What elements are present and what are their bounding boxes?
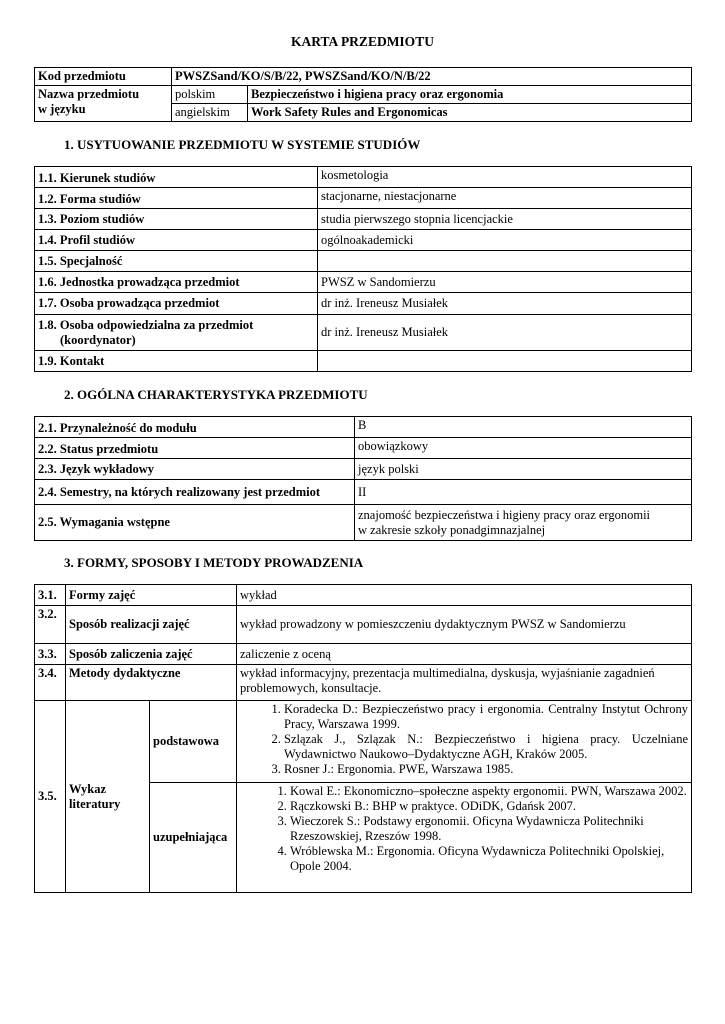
row-label: Metody dydaktyczne	[66, 665, 237, 701]
row-label-line2: (koordynator)	[60, 332, 136, 347]
row-value	[355, 505, 692, 541]
row-label: 1.9. Kontakt	[35, 351, 318, 372]
row-value: PWSZ w Sandomierzu	[318, 272, 692, 293]
row-num: 3.2.	[35, 606, 66, 644]
row-value: obowiązkowy	[355, 438, 692, 459]
literature-item: 4. Wróblewska M.: Ergonomia. Oficyna Wydawnicza Politechniki Opolskiej, Opole 2004.	[290, 844, 688, 874]
row-value: wykład	[237, 585, 692, 606]
literature-label-line1: Wykaz	[69, 781, 107, 796]
row-value: ogólnoakademicki	[318, 230, 692, 251]
name-pl: Bezpieczeństwo i higiena pracy oraz ergonomia	[248, 86, 692, 104]
row-label: 2.5. Wymagania wstępne	[35, 505, 355, 541]
row-label: 2.3. Język wykładowy	[35, 459, 355, 480]
row-value: studia pierwszego stopnia licencjackie	[318, 209, 692, 230]
row-label: Formy zajęć	[66, 585, 237, 606]
literature-supp-label: uzupełniająca	[150, 783, 237, 893]
row-label: 2.2. Status przedmiotu	[35, 438, 355, 459]
lang-pl: polskim	[172, 86, 248, 104]
literature-item: 3. Wieczorek S.: Podstawy ergonomii. Oficyna Wydawnicza Politechniki Rzeszowskiej, Rzeszów 1998.	[290, 814, 688, 844]
kod-value: PWSZSand/KO/S/B/22, PWSZSand/KO/N/B/22	[172, 68, 692, 86]
nazwa-label-line2: w języku	[38, 102, 86, 116]
literature-item: 2. Szlązak J., Szlązak N.: Bezpieczeństwo i higiena pracy. Uczelniane Wydawnictwo Naukowo–Dydaktyczne AGH, Kraków 2005.	[284, 732, 688, 762]
row-label: 1.2. Forma studiów	[35, 188, 318, 209]
header-table	[34, 67, 692, 122]
kod-label: Kod przedmiotu	[35, 68, 172, 86]
row-label: 1.5. Specjalność	[35, 251, 318, 272]
row-value-line2: w zakresie szkoły ponadgimnazjalnej	[358, 522, 546, 537]
row-value-line1: znajomość bezpieczeństwa i higieny pracy oraz ergonomii	[358, 507, 651, 522]
row-value: wykład prowadzony w pomieszczeniu dydaktycznym PWSZ w Sandomierzu	[237, 606, 692, 644]
row-value	[318, 351, 692, 372]
section2-heading: 2. OGÓLNA CHARAKTERYSTYKA PRZEDMIOTU	[64, 387, 368, 402]
row-label-line1: 1.8. Osoba odpowiedzialna za przedmiot	[38, 317, 254, 332]
row-value: B	[355, 417, 692, 438]
literature-item: 3. Rosner J.: Ergonomia. PWE, Warszawa 1985.	[284, 762, 688, 777]
literature-label	[66, 701, 150, 893]
section1-table	[34, 166, 692, 372]
row-value: kosmetologia	[318, 167, 692, 188]
literature-supp-list	[237, 783, 692, 893]
row-value: stacjonarne, niestacjonarne	[318, 188, 692, 209]
literature-basic-label: podstawowa	[150, 701, 237, 783]
literature-label-line2: literatury	[69, 796, 121, 811]
nazwa-label	[35, 86, 172, 122]
page-title: KARTA PRZEDMIOTU	[291, 34, 434, 49]
row-num: 3.4.	[35, 665, 66, 701]
row-label: 2.1. Przynależność do modułu	[35, 417, 355, 438]
row-num: 3.1.	[35, 585, 66, 606]
row-label: Sposób zaliczenia zajęć	[66, 644, 237, 665]
row-label: 2.4. Semestry, na których realizowany jest przedmiot	[35, 480, 355, 505]
row-label: Sposób realizacji zajęć	[66, 606, 237, 644]
section3-table	[34, 584, 692, 893]
literature-item: 1. Koradecka D.: Bezpieczeństwo pracy i ergonomia. Centralny Instytut Ochrony Pracy, Warszawa 1999.	[284, 702, 688, 732]
literature-num: 3.5.	[35, 701, 66, 893]
row-value	[318, 251, 692, 272]
literature-item: 2. Rączkowski B.: BHP w praktyce. ODiDK, Gdańsk 2007.	[290, 799, 688, 814]
row-label: 1.4. Profil studiów	[35, 230, 318, 251]
lang-en: angielskim	[172, 104, 248, 122]
row-label: 1.6. Jednostka prowadząca przedmiot	[35, 272, 318, 293]
row-label: 1.7. Osoba prowadząca przedmiot	[35, 293, 318, 315]
literature-item: 1. Kowal E.: Ekonomiczno–społeczne aspekty ergonomii. PWN, Warszawa 2002.	[290, 784, 688, 799]
row-value: język polski	[355, 459, 692, 480]
section2-table	[34, 416, 692, 541]
row-value: wykład informacyjny, prezentacja multimedialna, dyskusja, wyjaśnianie zagadnień problemowych, konsultacje.	[237, 665, 692, 701]
name-en: Work Safety Rules and Ergonomicas	[248, 104, 692, 122]
row-value: dr inż. Ireneusz Musiałek	[318, 293, 692, 315]
section1-heading: 1. USYTUOWANIE PRZEDMIOTU W SYSTEMIE STUDIÓW	[64, 137, 421, 152]
row-label: 1.3. Poziom studiów	[35, 209, 318, 230]
row-label: 1.1. Kierunek studiów	[35, 167, 318, 188]
row-value: dr inż. Ireneusz Musiałek	[318, 315, 692, 351]
row-value: II	[355, 480, 692, 505]
row-label	[35, 315, 318, 351]
section3-heading: 3. FORMY, SPOSOBY I METODY PROWADZENIA	[64, 555, 364, 570]
row-num: 3.3.	[35, 644, 66, 665]
nazwa-label-line1: Nazwa przedmiotu	[38, 87, 140, 101]
literature-basic-list	[237, 701, 692, 783]
row-value: zaliczenie z oceną	[237, 644, 692, 665]
